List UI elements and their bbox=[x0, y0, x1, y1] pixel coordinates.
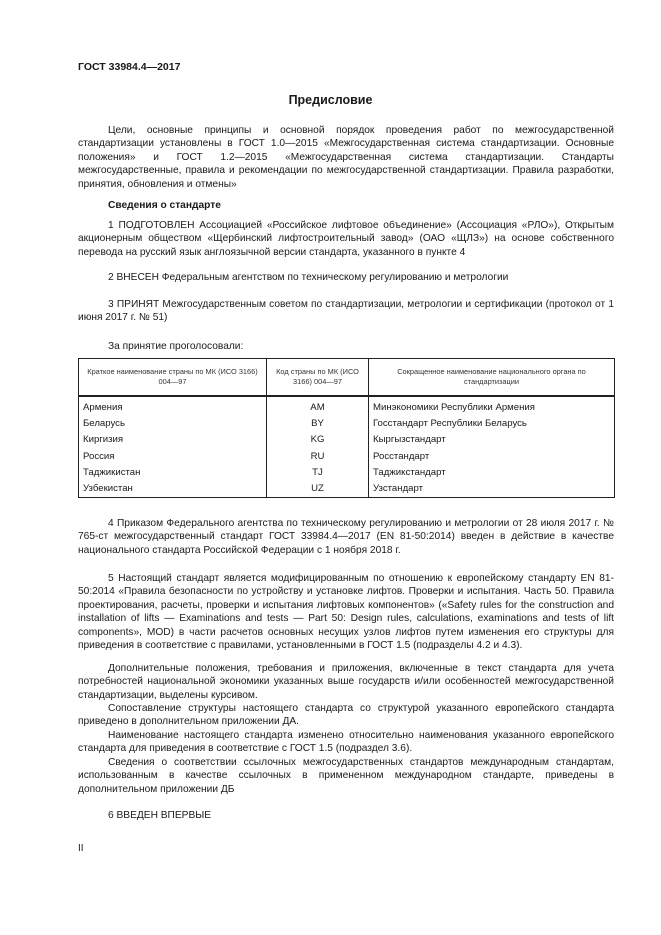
header-code: Код страны по МК (ИСО 3166) 004—97 bbox=[267, 359, 369, 397]
code-cell: UZ bbox=[267, 480, 369, 497]
item-5-modified: 5 Настоящий стандарт является модифицированным по отношению к европейскому стандарту EN 81-50:2014 «Правила безопасности по устройству и установке лифтов. Проверки и испытания. Часть 50. Правила проектирования, расчеты, проверки и испытания лифтовых компонентов» («Safety rules for the construction and installation of lifts — Examinations and tests — Part 50: Design rules, calculations, examinations and tests of lift components», MOD) в части расчетов основных несущих узлов лифтов путем изменения его структуры для приведения в соответствие с правилами, установленными в ГОСТ 1.5 (подразделы 4.2 и 4.3). bbox=[78, 573, 614, 652]
body-cell: Кыргызстандарт bbox=[369, 432, 615, 448]
table-header-row bbox=[79, 359, 615, 397]
page-number: II bbox=[78, 843, 84, 854]
item-5-additional: Дополнительные положения, требования и приложения, включенные в текст стандарта для учета потребностей национальной экономики указанных выше государств и/или особенностей межгосударственной стандартизации, выделены курсивом. bbox=[78, 663, 614, 701]
item-2-submitted: 2 ВНЕСЕН Федеральным агентством по техническому регулированию и метрологии bbox=[108, 272, 509, 283]
country-cell: Беларусь bbox=[79, 415, 267, 431]
code-cell: TJ bbox=[267, 464, 369, 480]
body-cell: Госстандарт Республики Беларусь bbox=[369, 415, 615, 431]
intro-paragraph: Цели, основные принципы и основной порядок проведения работ по межгосударственной стандартизации установлены в ГОСТ 1.0—2015 «Межгосударственная система стандартизации. Основные положения» и ГОСТ 1.2—2015 «Межгосударственная система стандартизации. Стандарты межгосударственные, правила и рекомендации по межгосударственной стандартизации. Правила разработки, принятия, обновления и отмены» bbox=[78, 125, 614, 190]
table-row bbox=[79, 480, 615, 497]
voting-table bbox=[78, 358, 615, 498]
code-cell: KG bbox=[267, 432, 369, 448]
section-subheading: Сведения о стандарте bbox=[108, 200, 221, 211]
table-row bbox=[79, 396, 615, 415]
body-cell: Таджикстандарт bbox=[369, 464, 615, 480]
item-6-first-introduced: 6 ВВЕДЕН ВПЕРВЫЕ bbox=[108, 810, 212, 821]
country-cell: Россия bbox=[79, 448, 267, 464]
table-row bbox=[79, 448, 615, 464]
country-cell: Армения bbox=[79, 396, 267, 415]
country-cell: Киргизия bbox=[79, 432, 267, 448]
code-cell: BY bbox=[267, 415, 369, 431]
document-code: ГОСТ 33984.4—2017 bbox=[78, 61, 181, 73]
page-title: Предисловие bbox=[288, 93, 373, 107]
body-cell: Минэкономики Республики Армения bbox=[369, 396, 615, 415]
item-5-references: Сведения о соответствии ссылочных межгосударственных стандартов международным стандартам, использованным в качестве ссылочных в примененном международном стандарте, приведены в дополнительном приложении ДБ bbox=[78, 757, 614, 795]
vote-label: За принятие проголосовали: bbox=[108, 341, 244, 352]
country-cell: Таджикистан bbox=[79, 464, 267, 480]
code-cell: AM bbox=[267, 396, 369, 415]
item-5-title-change: Наименование настоящего стандарта изменено относительно наименования указанного европейского стандарта для приведения в соответствие с ГОСТ 1.5 (подраздел 3.6). bbox=[78, 730, 614, 755]
body-cell: Узстандарт bbox=[369, 480, 615, 497]
item-5-comparison: Сопоставление структуры настоящего стандарта со структурой указанного европейского стандарта приведено в дополнительном приложении ДА. bbox=[78, 703, 614, 728]
table-row bbox=[79, 464, 615, 480]
item-3-adopted: 3 ПРИНЯТ Межгосударственным советом по стандартизации, метрологии и сертификации (протокол от 1 июня 2017 г. № 51) bbox=[78, 299, 614, 324]
header-country: Краткое наименование страны по МК (ИСО 3166) 004—97 bbox=[79, 359, 267, 397]
code-cell: RU bbox=[267, 448, 369, 464]
item-1-prepared: 1 ПОДГОТОВЛЕН Ассоциацией «Российское лифтовое объединение» (Ассоциация «РЛО»), Открытым акционерным обществом «Щербинский лифтостроительный завод» (ОАО «ЩЛЗ») на основе собственного перевода на русский язык англоязычной версии стандарта, указанного в пункте 4 bbox=[78, 220, 614, 258]
header-body: Сокращенное наименование национального органа по стандартизации bbox=[369, 359, 615, 397]
item-4-order: 4 Приказом Федерального агентства по техническому регулированию и метрологии от 28 июля 2017 г. № 765-ст межгосударственный стандарт ГОСТ 33984.4—2017 (EN 81-50:2014) введен в действие в качестве национального стандарта Российской Федерации с 1 ноября 2018 г. bbox=[78, 518, 614, 556]
table-row bbox=[79, 432, 615, 448]
country-cell: Узбекистан bbox=[79, 480, 267, 497]
body-cell: Росстандарт bbox=[369, 448, 615, 464]
table-row bbox=[79, 415, 615, 431]
